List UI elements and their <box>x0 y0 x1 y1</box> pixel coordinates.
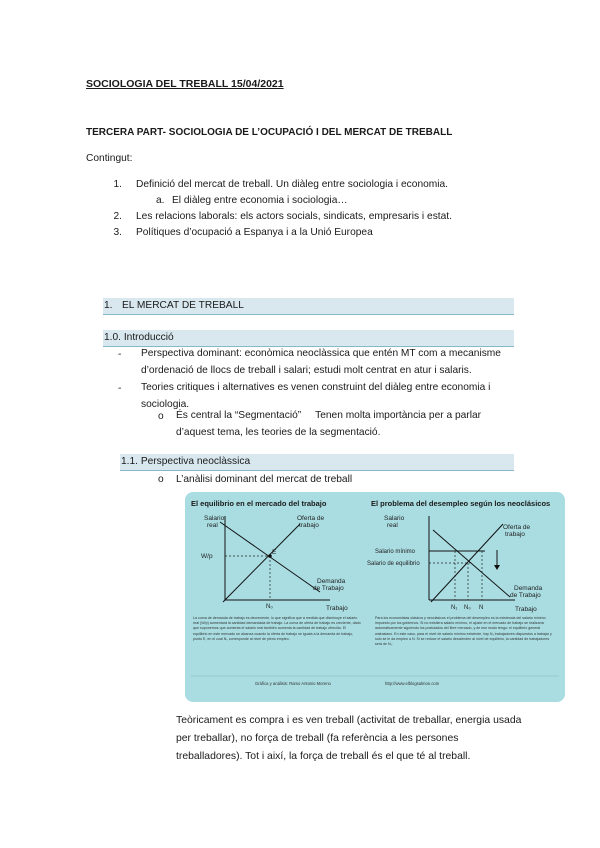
bullet-line: Perspectiva dominant: econòmica neoclàssica que entén MT com a mecanisme <box>141 348 501 359</box>
right-x-label: Trabajo <box>515 606 537 613</box>
right-n0-label: N₀ <box>464 605 471 611</box>
right-supply-label: Oferta de <box>503 524 531 531</box>
contents-item-number: 1. <box>113 179 122 190</box>
right-supply-label: trabajo <box>505 531 525 538</box>
left-demand-label: de Trabajo <box>313 585 344 592</box>
left-supply-label: Oferta de <box>297 515 325 522</box>
sub-bullet-line: d’aquest tema, les teories de la segmentació. <box>176 427 381 438</box>
sub-bullet-line: És central la “Segmentació” Tenen molta importància per a parlar <box>176 410 482 421</box>
section-title: EL MERCAT DE TREBALL <box>122 300 244 311</box>
contents-item-text: Les relacions laborals: els actors socials, sindicats, empresaris i estat. <box>136 211 452 222</box>
contents-item <box>86 211 452 222</box>
down-arrow-head-icon <box>494 565 500 570</box>
left-equilibrium-label: E <box>272 549 277 556</box>
section-title: 1.0. Introducció <box>104 332 174 343</box>
closing-line: Teòricament es compra i es ven treball (activitat de treballar, energia usada <box>176 715 522 726</box>
left-y-label: real <box>207 522 218 529</box>
figure-url: http://www.elblogsalmon.com <box>385 681 440 686</box>
sub-bullet-marker: o <box>158 411 164 422</box>
section-number: 1. <box>104 300 113 311</box>
right-caption: Para los economistas clásicos y neoclásicos el problema del desempleo es la existencia del salario mínimo impuesto por los gobiernos. Si no existiera salario mínimo, el ajuste en el mercado de trabajo se realizaría automáticamente siguiendo los postulados del libre mercado, y de ese modo tengo: el equilibrio general walrasiano. En este caso, para el nivel de salario mínimo existente, hay N₁ trabajadores dispuestos a trabajar y solo se le da empleo a N. Si se reduce el salario descienden al nivel de equilibrio, la cantidad de trabajadores será de N₀. <box>375 616 552 647</box>
section-title: 1.1. Perspectiva neoclàssica <box>121 456 251 467</box>
bullet-line: sociologia. <box>141 399 190 410</box>
left-caption: La curva de demanda de trabajo es decreciente, lo que significa que a medida que disminuye el salario real (W/p) aumentará la cantidad demandada de trabajo. La curva de oferta de trabajo es creciente, dado que suponemos que aumenta el salario real también aumenta la cantidad de trabajo ofrecido. El equilibrio en este mercado se alcanza cuando la oferta de trabajo se iguala a la demanda de trabajo, punto E, en el cual N₀ corresponde al nivel de pleno empleo. <box>193 616 361 641</box>
right-n1-label: N₁ <box>451 605 458 611</box>
contents-item-number: a. <box>156 195 165 206</box>
right-y-label: Salario <box>384 515 405 522</box>
contents-label: Contingut: <box>86 153 133 164</box>
left-x-label: Trabajo <box>326 605 348 612</box>
contents-item <box>86 179 448 190</box>
bullet-text <box>141 345 501 379</box>
right-n-label: N <box>479 605 484 611</box>
labor-market-graphs <box>185 492 565 702</box>
right-caption-box <box>375 616 555 668</box>
contents-item-text: Polítiques d’ocupació a Espanya i a la Unió Europea <box>136 227 373 238</box>
left-n0-label: N₀ <box>266 604 273 610</box>
closing-paragraph <box>176 712 521 766</box>
closing-line: per treballar), no força de treball (fa referència a les persones <box>176 733 459 744</box>
left-graph-title: El equilibrio en el mercado del trabajo <box>191 499 327 508</box>
left-demand-label: Demanda <box>317 578 346 585</box>
bullet-line: d’ordenació de llocs de treball i salari; estudi molt centrat en atur i salaris. <box>141 365 472 376</box>
contents-item-text: El diàleg entre economia i sociologia… <box>172 195 348 206</box>
contents-item-number: 2. <box>113 211 122 222</box>
section-1-heading-bar <box>103 298 514 315</box>
closing-line: treballadores). Tot i així, la força de treball és el que té al treball. <box>176 751 471 762</box>
sub-bullet-text <box>176 407 481 441</box>
contents-subitem <box>156 195 348 206</box>
bullet-dash: - <box>118 349 122 360</box>
right-eq-wage-label: Salario de equilibrio <box>367 561 420 567</box>
bullet-line: Teories critiques i alternatives es venen construint del diàleg entre economia i <box>141 382 491 393</box>
right-min-wage-label: Salario mínimo <box>375 549 416 555</box>
right-demand-label: Demanda <box>514 585 543 592</box>
sub-bullet-text: L’anàlisi dominant del mercat de treball <box>176 474 353 485</box>
labor-market-figure <box>185 492 565 702</box>
left-supply-curve <box>223 524 300 602</box>
contents-item-number: 3. <box>113 227 122 238</box>
left-caption-box <box>193 616 361 668</box>
part-heading: TERCERA PART- SOCIOLOGIA DE L’OCUPACIÓ I DEL MERCAT DE TREBALL <box>86 127 453 138</box>
contents-item-text: Definició del mercat de treball. Un diàleg entre sociologia i economia. <box>136 179 449 190</box>
right-demand-label: de Trabajo <box>510 592 541 599</box>
document-title: SOCIOLOGIA DEL TREBALL 15/04/2021 <box>86 78 284 90</box>
left-y-label: Salario <box>204 515 225 522</box>
contents-item <box>86 227 373 238</box>
figure-credit: Gráfica y análisis: Ramo Antonio Moreno <box>255 681 331 686</box>
bullet-dash: - <box>118 383 122 394</box>
sub-bullet-marker: o <box>158 474 164 485</box>
left-wage-label: W/p <box>201 553 213 560</box>
right-graph-title: El problema del desempleo según los neoclásicos <box>371 499 551 508</box>
right-y-label: real <box>387 522 398 529</box>
section-1-1-heading-bar <box>120 454 514 471</box>
left-supply-label: trabajo <box>299 522 319 529</box>
